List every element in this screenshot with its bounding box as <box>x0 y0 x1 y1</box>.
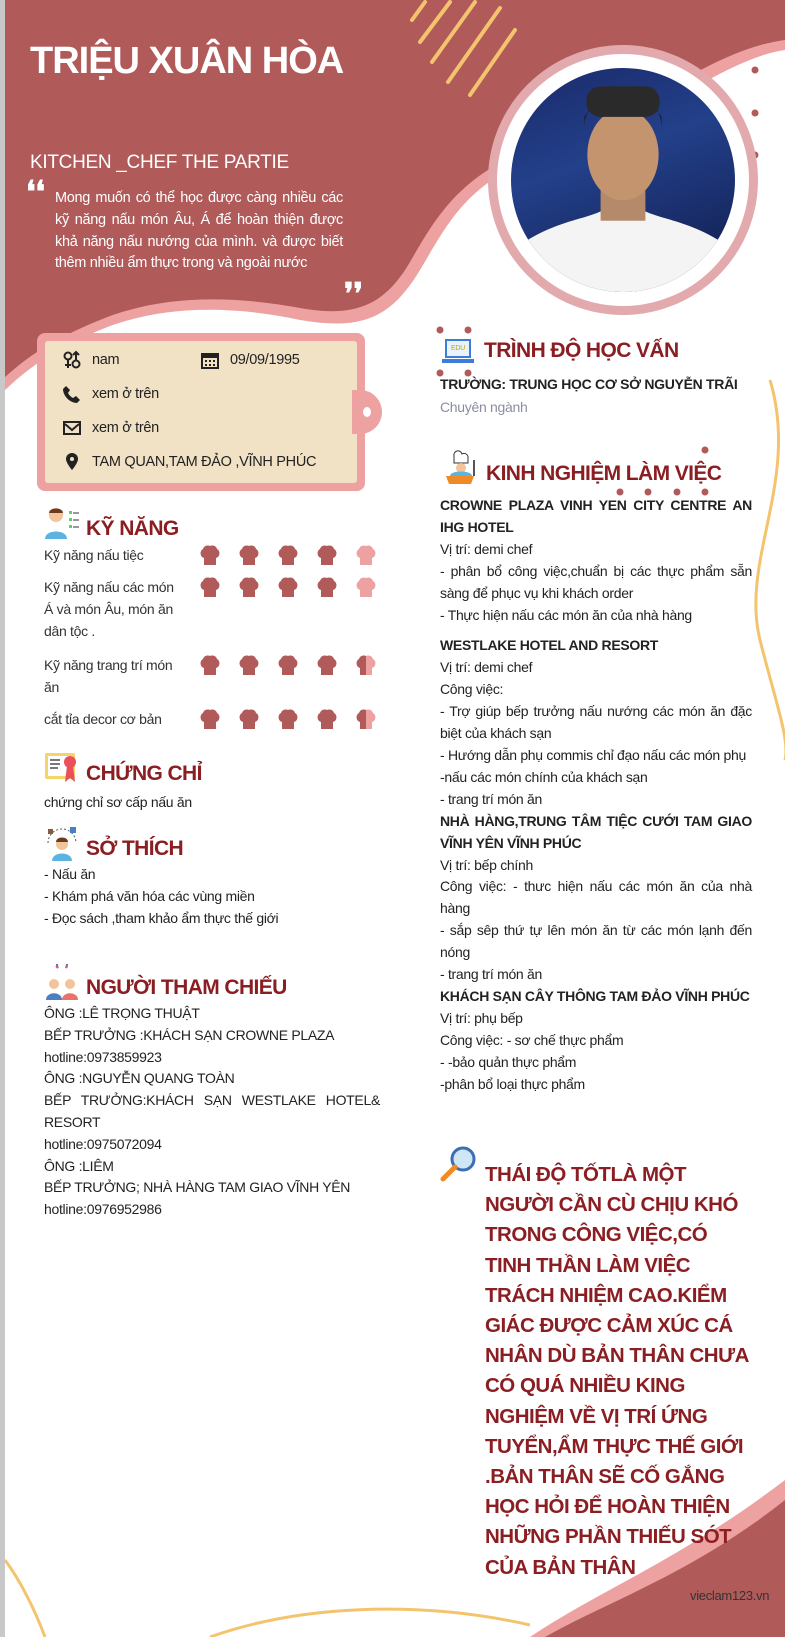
school-name: TRƯỜNG: TRUNG HỌC CƠ SỞ NGUYỄN TRÃI <box>440 376 738 392</box>
chef-hat-filled-icon <box>315 543 339 567</box>
calendar-icon <box>200 350 220 370</box>
experience-detail: Công việc: <box>440 681 504 698</box>
person-photo <box>511 68 735 292</box>
birthday-row <box>200 350 300 370</box>
experience-detail: - Trợ giúp bếp trưởng nấu nướng các món ăn đặc biệt của khách sạn <box>440 703 752 742</box>
chef-hat-filled-icon <box>276 653 300 677</box>
references-title: NGƯỜI THAM CHIẾU <box>86 976 287 999</box>
experience-detail: - trang trí món ăn <box>440 790 542 807</box>
skill-label: Kỹ năng trang trí món ăn <box>44 657 173 695</box>
edu-icon-text: EDU <box>451 345 465 352</box>
chef-hat-filled-icon <box>198 543 222 567</box>
gender-icon <box>62 350 82 370</box>
attitude-statement: THÁI ĐỘ TỐTLÀ MỘT NGƯỜI CẦN CÙ CHỊU KHÓ TRONG CÔNG VIỆC,CÓ TINH THẦN LÀM VIỆC TRÁCH NHIỆM CAO.KIỂM GIÁC ĐƯỢC CẢM XÚC CÁ NHÂN DÙ BẢN THÂN CHƯA CÓ QUÁ NHIỀU KING NGHIỆM VỀ VỊ TRÍ ỨNG TUYỂN,ẨM THỰC THẾ GIỚI .BẢN THÂN SẼ CỐ GẮNG HỌC HỎI ĐỂ HOÀN THIỆN NHỮNG PHẦN THIẾU SÓT CỦA BẢN THÂN <box>485 1163 749 1579</box>
reference-line: hotline:0976952986 <box>44 1201 162 1218</box>
chef-hat-filled-icon <box>237 707 261 731</box>
experience-list <box>440 495 752 1095</box>
company-name: WESTLAKE HOTEL AND RESORT <box>440 637 659 654</box>
edu-laptop-icon <box>442 338 474 364</box>
experience-detail: Công việc: - thưc hiện nấu các món ăn của nhà hàng <box>440 878 752 917</box>
chef-hat-filled-icon <box>315 575 339 599</box>
chef-hat-filled-icon <box>315 707 339 731</box>
magnifier-icon <box>440 1145 478 1183</box>
quote-close-icon: ❜❜ <box>344 277 363 312</box>
certificate-item: chứng chỉ sơ cấp nấu ăn <box>44 794 192 810</box>
company-name: KHÁCH SẠN CÂY THÔNG TAM ĐẢO VĨNH PHÚC <box>440 987 750 1004</box>
chef-cooking-icon <box>442 450 478 486</box>
references-people-icon <box>44 964 80 1000</box>
hobbies-title: SỞ THÍCH <box>86 837 184 860</box>
hobby-item: - Đọc sách ,tham khảo ẩm thực thế giới <box>44 909 279 926</box>
reference-line: BẾP TRƯỞNG :KHÁCH SẠN CROWNE PLAZA <box>44 1026 335 1043</box>
skill-rating <box>198 575 378 599</box>
experience-item <box>440 635 752 810</box>
reference-line: ÔNG :LÊ TRỌNG THUẬT <box>44 1005 200 1021</box>
skill-label: cắt tỉa decor cơ bản <box>44 711 162 727</box>
card-handle-hole <box>363 407 371 417</box>
chef-hat-filled-icon <box>276 543 300 567</box>
gender-value: nam <box>92 352 120 368</box>
reference-line: BẾP TRƯỞNG:KHÁCH SẠN WESTLAKE HOTEL& RESORT <box>44 1092 380 1130</box>
quote-open-icon: ❛❛ <box>26 175 45 210</box>
hobbies-heading <box>44 825 183 861</box>
email-row <box>62 418 159 438</box>
chef-hat-filled-icon <box>276 707 300 731</box>
experience-detail: Vị trí: phụ bếp <box>440 1009 523 1026</box>
chef-hat-empty-icon <box>354 575 378 599</box>
birthday-value: 09/09/1995 <box>230 352 300 368</box>
reference-line: hotline:0975072094 <box>44 1135 162 1152</box>
email-value: xem ở trên <box>92 420 159 436</box>
job-title: KITCHEN _CHEF THE PARTIE <box>30 152 289 173</box>
skill-rating <box>198 543 378 567</box>
candidate-name: TRIỆU XUÂN HÒA <box>30 40 344 82</box>
footer-watermark: vieclam123.vn <box>690 1588 770 1603</box>
chef-hat-filled-icon <box>237 543 261 567</box>
experience-item <box>440 495 752 626</box>
reference-line: ÔNG :LIÊM <box>44 1157 114 1174</box>
hobbies-list <box>44 864 278 929</box>
references-heading <box>44 964 287 1000</box>
certificates-title: CHỨNG CHỈ <box>86 762 202 785</box>
experience-detail: - Hướng dẫn phụ commis chỉ đạo nấu các món phụ <box>440 746 746 763</box>
chef-hat-filled-icon <box>237 575 261 599</box>
career-objective: Mong muốn có thể học được càng nhiều các kỹ năng nấu món Âu, Á để hoàn thiện được khả năng nấu nướng của mình. và được biết thêm nhiều ẩm thực trong và ngoài nước <box>55 190 343 272</box>
hobby-item: - Khám phá văn hóa các vùng miền <box>44 887 255 904</box>
chef-hat-filled-icon <box>198 707 222 731</box>
page-edge <box>0 0 5 1637</box>
avatar <box>488 45 758 315</box>
reference-line: BẾP TRƯỞNG; NHÀ HÀNG TAM GIAO VĨNH YÊN <box>44 1179 351 1196</box>
chef-hat-empty-icon <box>354 543 378 567</box>
experience-item <box>440 811 752 986</box>
company-name: NHÀ HÀNG,TRUNG TÂM TIỆC CƯỚI TAM GIAO VĨNH YÊN VĨNH PHÚC <box>440 812 752 851</box>
chef-hat-filled-icon <box>315 653 339 677</box>
experience-item <box>440 986 752 1096</box>
chef-hat-filled-icon <box>198 653 222 677</box>
experience-heading <box>442 450 721 486</box>
skill-label: Kỹ năng nấu các món Á và món Âu, món ăn dân tộc . <box>44 579 174 639</box>
email-icon <box>62 418 82 438</box>
skill-rating <box>198 653 378 677</box>
company-name: CROWNE PLAZA VINH YEN CITY CENTRE AN IHG HOTEL <box>440 497 752 535</box>
skill-label: Kỹ năng nấu tiệc <box>44 547 144 563</box>
experience-detail: -nấu các món chính của khách sạn <box>440 768 648 785</box>
experience-detail: - Thực hiện nấu các món ăn của nhà hàng <box>440 606 692 623</box>
education-title: TRÌNH ĐỘ HỌC VẤN <box>484 339 679 362</box>
skills-title: KỸ NĂNG <box>86 517 179 540</box>
certificate-icon <box>44 750 80 786</box>
experience-detail: Công việc: - sơ chế thực phẩm <box>440 1031 624 1048</box>
skill-rating <box>198 707 378 731</box>
certificates-heading <box>44 750 202 786</box>
experience-detail: Vị trí: demi chef <box>440 540 533 557</box>
experience-detail: - -bảo quản thực phẩm <box>440 1053 577 1070</box>
phone-value: xem ở trên <box>92 386 159 402</box>
address-value: TAM QUAN,TAM ĐẢO ,VĨNH PHÚC <box>92 454 317 470</box>
address-row <box>62 452 316 472</box>
gender-row <box>62 350 119 370</box>
education-heading <box>442 338 679 364</box>
chef-hat-filled-icon <box>237 653 261 677</box>
skills-person-icon <box>44 505 80 541</box>
skills-heading <box>44 505 179 541</box>
hobby-item: - Nấu ăn <box>44 866 96 882</box>
experience-title: KINH NGHIỆM LÀM VIỆC <box>486 462 722 485</box>
major-label: Chuyên ngành <box>440 399 528 415</box>
hobbies-icon <box>44 825 80 861</box>
experience-detail: - trang trí món ăn <box>440 966 542 983</box>
reference-line: hotline:0973859923 <box>44 1048 162 1065</box>
chef-hat-filled-icon <box>354 653 378 677</box>
references-list <box>44 1003 380 1221</box>
experience-detail: -phân bổ loại thực phẩm <box>440 1075 585 1092</box>
experience-detail: Vị trí: demi chef <box>440 659 533 676</box>
phone-row <box>62 384 159 404</box>
chef-hat-filled-icon <box>354 707 378 731</box>
phone-icon <box>62 384 82 404</box>
experience-detail: Vị trí: bếp chính <box>440 856 533 873</box>
experience-detail: - sắp sêp thứ tự lên món ăn từ các món lạnh đến nóng <box>440 922 752 961</box>
reference-line: ÔNG :NGUYỄN QUANG TOÀN <box>44 1070 235 1087</box>
experience-detail: - phân bổ công việc,chuẩn bị các thực phẩm sẵn sàng để phục vụ khi khách order <box>440 562 752 601</box>
location-icon <box>62 452 82 472</box>
chef-hat-filled-icon <box>198 575 222 599</box>
chef-hat-filled-icon <box>276 575 300 599</box>
